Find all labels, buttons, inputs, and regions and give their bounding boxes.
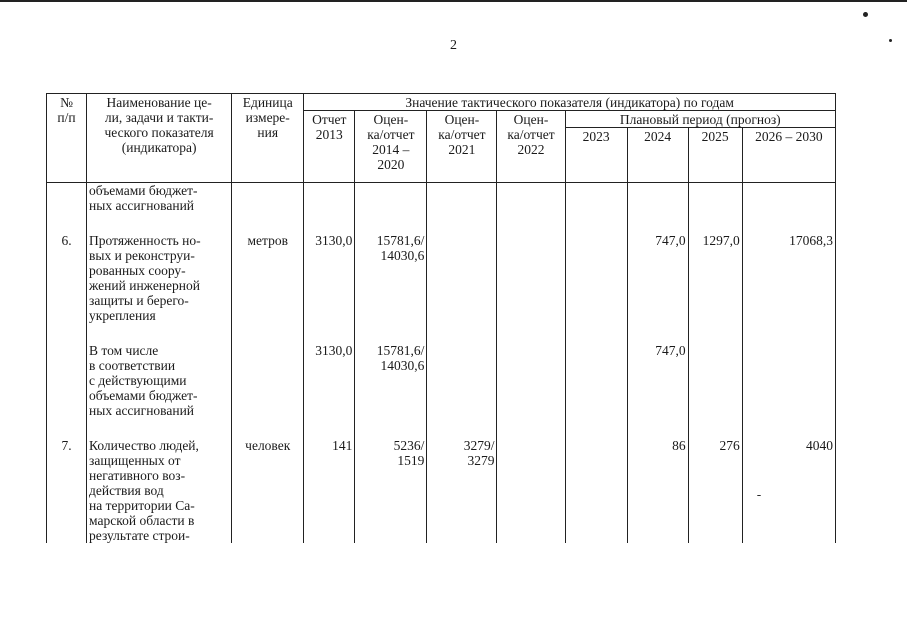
header-est-2021: Оцен- ка/отчет 2021 <box>427 111 497 183</box>
row-value-2024: 747,0 <box>627 233 688 323</box>
row-value-2013: 3130,0 <box>304 343 355 418</box>
row-value-2021 <box>427 343 497 418</box>
header-2025: 2025 <box>688 128 742 183</box>
row-value-2025: 1297,0 <box>688 233 742 323</box>
row-value-2021 <box>427 183 497 214</box>
row-value-2026-2030: 17068,3 <box>742 233 835 323</box>
row-value-2021: 3279/ 3279 <box>427 438 497 543</box>
row-value-2026-2030 <box>742 343 835 418</box>
row-num <box>47 183 87 214</box>
row-unit: метров <box>232 233 304 323</box>
row-unit: человек <box>232 438 304 543</box>
table-row <box>47 343 836 418</box>
row-value-2022 <box>497 183 565 214</box>
header-row-1 <box>47 94 836 111</box>
indicators-table <box>46 93 836 543</box>
row-value-2022 <box>497 438 565 543</box>
header-est-2022: Оцен- ка/отчет 2022 <box>497 111 565 183</box>
row-unit <box>232 343 304 418</box>
row-value-2026-2030 <box>742 183 835 214</box>
row-value-2024: 86 <box>627 438 688 543</box>
row-value-2022 <box>497 343 565 418</box>
row-value-2013: 3130,0 <box>304 233 355 323</box>
row-value-2013 <box>304 183 355 214</box>
row-value-2024: 747,0 <box>627 343 688 418</box>
row-value-2014-2020 <box>355 183 427 214</box>
row-value-2023 <box>565 183 627 214</box>
header-2026-2030: 2026 – 2030 <box>742 128 835 183</box>
row-name: В том числе в соответствии с действующими объемами бюджет- ных ассигнований <box>87 343 232 418</box>
row-value-2023 <box>565 233 627 323</box>
row-num: 6. <box>47 233 87 323</box>
row-name: объемами бюджет- ных ассигнований <box>87 183 232 214</box>
row-spacer <box>47 323 836 343</box>
header-est-2014-2020: Оцен- ка/отчет 2014 – 2020 <box>355 111 427 183</box>
table-row <box>47 183 836 214</box>
header-2023: 2023 <box>565 128 627 183</box>
row-value-2026-2030: 4040 <box>742 438 835 543</box>
header-unit: Единица измере- ния <box>232 94 304 183</box>
header-2024: 2024 <box>627 128 688 183</box>
row-value-2025 <box>688 183 742 214</box>
row-value-2014-2020: 5236/ 1519 <box>355 438 427 543</box>
header-values-group: Значение тактического показателя (индикатора) по годам <box>304 94 836 111</box>
row-spacer <box>47 418 836 438</box>
row-value-2023 <box>565 438 627 543</box>
scan-speck <box>863 12 868 17</box>
row-num <box>47 343 87 418</box>
row-value-2025: 276 <box>688 438 742 543</box>
header-plan-group: Плановый период (прогноз) <box>565 111 835 128</box>
row-value-2014-2020: 15781,6/ 14030,6 <box>355 343 427 418</box>
row-value-2021 <box>427 233 497 323</box>
top-border-line <box>0 0 907 2</box>
header-num: № п/п <box>47 94 87 183</box>
page-number: 2 <box>450 38 457 53</box>
table-row <box>47 233 836 323</box>
header-report-2013: Отчет 2013 <box>304 111 355 183</box>
row-num: 7. <box>47 438 87 543</box>
row-spacer <box>47 213 836 233</box>
row-value-2022 <box>497 233 565 323</box>
row-value-2023 <box>565 343 627 418</box>
row-value-2025 <box>688 343 742 418</box>
header-name: Наименование це- ли, задачи и такти- ческого показателя (индикатора) <box>87 94 232 183</box>
row-name: Протяженность но- вых и реконструи- рованных соору- жений инженерной защиты и берего- укрепления <box>87 233 232 323</box>
row-value-2014-2020: 15781,6/ 14030,6 <box>355 233 427 323</box>
row-value-2024 <box>627 183 688 214</box>
row-name: Количество людей, защищенных от негативного воз- действия вод на территории Са- марской области в результате строи- <box>87 438 232 543</box>
table-row <box>47 438 836 543</box>
row-unit <box>232 183 304 214</box>
row-value-2013: 141 <box>304 438 355 543</box>
